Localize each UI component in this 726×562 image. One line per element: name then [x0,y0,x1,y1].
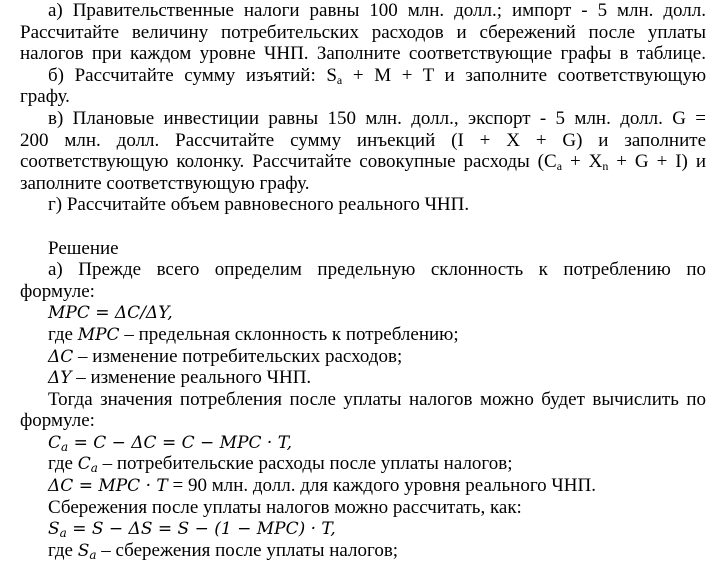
task-c-line-1: в) Плановые инвестиции равны 150 млн. долл., экспорт - 5 млн. долл. G = [48,107,706,129]
task-b-line-1: б) Рассчитайте сумму изъятий: $S_a + M + T$ и заполните соответствующую [48,64,706,87]
task-c-line-4: заполните соответствующую графу. [20,172,310,194]
def-delta-c-value: ΔC = MPC · T = 90 млн. долл. для каждого уровня реального ЧНП. [48,475,596,497]
solution-line-1: а) Прежде всего определим предельную склонность к потреблению по [48,259,706,281]
text-savings: Сбережения после уплаты налогов можно рассчитать, как: [48,496,522,518]
task-a-line-3: налогов при каждом уровне ЧНП. Заполните соответствующие графы в таблице. [20,43,706,65]
formula-ca: $C_a = C - \Delta C = C$ − MPC · T, [48,432,292,454]
task-a-line-1: а) Правительственные налоги равны 100 млн. долл.; импорт - 5 млн. долл. [48,0,706,21]
document-body [20,0,706,561]
def-sa: где $S_a$ – сбережения после уплаты налогов; [48,539,399,562]
task-c-line-3: соответствующую колонку. Рассчитайте совокупные расходы $(C_a + X_n + G + I)$ и [20,151,706,173]
task-b-line-2: графу. [20,86,70,108]
text-consumption-line-1: Тогда значения потребления после уплаты налогов можно будет вычислить по [48,388,706,410]
task-d-line: г) Рассчитайте объем равновесного реального ЧНП. [48,194,470,216]
def-mpc: где MPC – предельная склонность к потреблению; [48,323,459,345]
blank-line [20,216,706,238]
def-delta-c: ΔC – изменение потребительских расходов; [48,345,403,367]
solution-line-2: формуле: [20,280,95,302]
text-consumption-line-2: формуле: [20,410,95,432]
def-ca: где $C_a$ – потребительские расходы после уплаты налогов; [48,453,513,476]
def-delta-y: ΔY – изменение реального ЧНП. [48,367,312,389]
task-c-line-2: 200 млн. долл. Рассчитайте сумму инъекций (I + X + G) и заполните [20,129,706,151]
formula-mpc: MPC = ΔC/ΔY, [48,303,173,324]
task-a-line-2: Рассчитайте величину потребительских расходов и сбережений после уплаты [20,21,706,43]
formula-sa: $S_a = S - \Delta S = S - (1 - MPC) \cdot T$, [48,519,336,540]
solution-heading: Решение [48,237,119,259]
